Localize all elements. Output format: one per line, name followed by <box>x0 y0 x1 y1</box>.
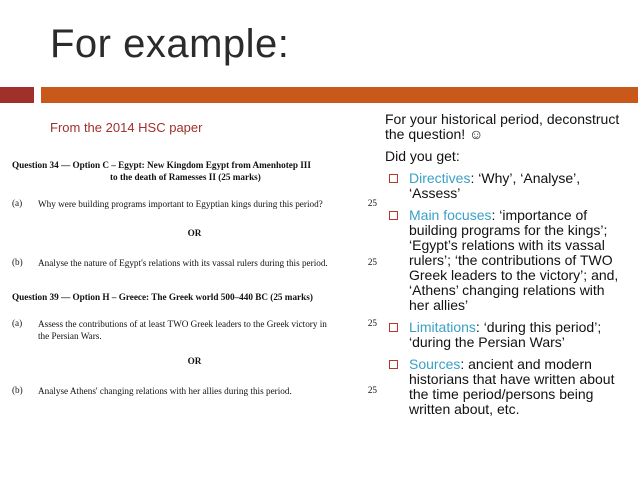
checkbox-bullet-icon <box>389 360 398 369</box>
bullet-text: : ancient and modern historians that have written about the time period/persons being written about, etc. <box>409 356 615 417</box>
or-divider: OR <box>187 356 202 366</box>
slide-subtitle: From the 2014 HSC paper <box>50 120 203 135</box>
checkbox-bullet-icon <box>389 323 398 332</box>
bullet-term: Main focuses <box>409 207 492 223</box>
question-text: Analyse the nature of Egypt's relations with its vassal rulers during this period. <box>38 258 328 268</box>
bullet-item <box>385 357 625 417</box>
question-text: Analyse Athens' changing relations with her allies during this period. <box>38 386 292 396</box>
bullet-item <box>385 208 625 313</box>
bullet-term: Directives <box>409 170 471 186</box>
question-marks: 25 <box>367 318 377 328</box>
bullet-item <box>385 171 625 201</box>
bullet-item <box>385 320 625 350</box>
question-text: Assess the contributions of at least TWO Greek leaders to the Greek victory in the Persian Wars. <box>38 319 327 341</box>
question-text: Why were building programs important to Egyptian kings during this period? <box>38 199 323 209</box>
question-label: (a) <box>12 318 23 328</box>
slide-title: For example: <box>50 22 290 66</box>
q34-title-line2: to the death of Ramesses II (25 marks) <box>110 172 261 182</box>
bullet-text: : ‘importance of building programs for the kings’; ‘Egypt’s relations with its vassal rulers’; ‘the contributions of TWO Greek leaders to the victory’; and, ‘Athens’ changing relations with her allies’ <box>409 207 619 313</box>
or-divider: OR <box>187 228 202 238</box>
bullet-text: : ‘during this period’; ‘during the Persian Wars’ <box>409 319 602 350</box>
did-you-get-text: Did you get: <box>385 148 460 164</box>
question-label: (b) <box>12 257 23 267</box>
bullet-term: Limitations <box>409 319 476 335</box>
accent-band-left <box>0 87 34 103</box>
bullet-text: : ‘Why’, ‘Analyse’, ‘Assess’ <box>409 170 581 201</box>
question-label: (a) <box>12 198 23 208</box>
analysis-panel <box>385 112 625 424</box>
checkbox-bullet-icon <box>389 211 398 220</box>
q34-title: Question 34 — Option C – Egypt: New Kingdom Egypt from Amenhotep III <box>12 160 311 170</box>
question-label: (b) <box>12 385 23 395</box>
question-marks: 25 <box>367 257 377 267</box>
question-marks: 25 <box>367 198 377 208</box>
question-marks: 25 <box>367 385 377 395</box>
checkbox-bullet-icon <box>389 174 398 183</box>
bullet-term: Sources <box>409 356 461 372</box>
accent-band-right <box>41 87 638 103</box>
intro-text: For your historical period, deconstruct the question! ☺ <box>385 111 620 142</box>
q39-title: Question 39 — Option H – Greece: The Greek world 500–440 BC (25 marks) <box>12 292 313 302</box>
